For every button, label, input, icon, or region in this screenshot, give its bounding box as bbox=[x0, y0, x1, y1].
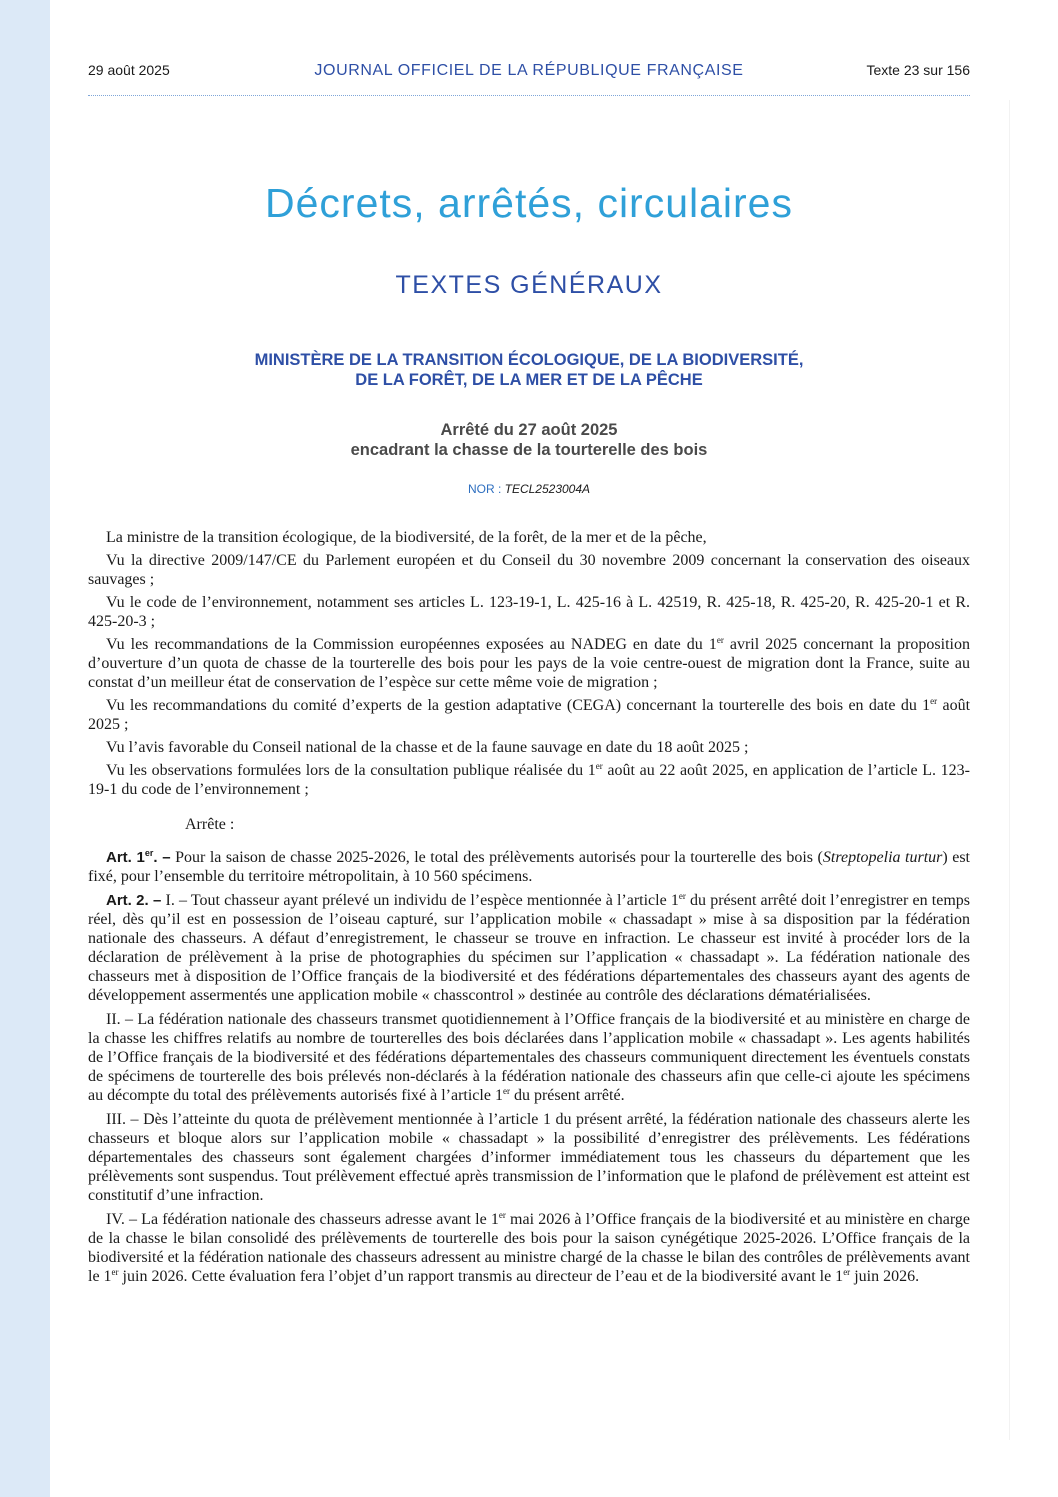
decree-title bbox=[88, 420, 970, 460]
subsection-title: TEXTES GÉNÉRAUX bbox=[395, 271, 663, 299]
preamble-paragraph bbox=[88, 635, 970, 692]
ordinal-superscript: er bbox=[930, 696, 938, 706]
article-1 bbox=[88, 848, 970, 886]
preamble-text: Vu la directive 2009/147/CE du Parlement européen et du Conseil du 30 novembre 2009 concernant la conservation des oiseaux sauvages ; bbox=[88, 552, 970, 588]
preamble-text: La ministre de la transition écologique, de la biodiversité, de la forêt, de la mer et de la pêche, bbox=[106, 529, 707, 546]
ordinal-superscript: er bbox=[716, 635, 724, 645]
species-name: Streptopelia turtur bbox=[822, 849, 943, 866]
arrete-formula: Arrête : bbox=[185, 816, 235, 833]
ordinal-superscript: er bbox=[498, 1210, 506, 1220]
header-divider bbox=[88, 95, 970, 96]
decree-title-line-2: encadrant la chasse de la tourterelle des bois bbox=[350, 441, 708, 459]
ministry-line-2: DE LA FORÊT, DE LA MER ET DE LA PÊCHE bbox=[355, 371, 703, 389]
article-text: mai 2026 à l’Office français de la biodiversité et au ministère en charge de la chasse le bilan consolidé des prélèvements de tourterelle des bois pour la saison cynégétique 2025-2026. L’Office français de la biodiversité et la fédération nationale des chasseurs adressent au ministre chargé de la chasse le bilan des contrôles de prélèvements avant le 1 bbox=[88, 1211, 971, 1285]
article-text: du présent arrêté. bbox=[509, 1087, 625, 1104]
article-2-label: Art. 2. – bbox=[106, 892, 162, 909]
preamble-paragraph bbox=[88, 696, 970, 734]
preamble-text: Vu les recommandations du comité d’experts de la gestion adaptative (CEGA) concernant la tourterelle des bois en date du 1 bbox=[106, 697, 931, 714]
article-text: ) est fixé, pour l’ensemble du territoire métropolitain, à 10 560 spécimens. bbox=[88, 849, 970, 885]
preamble-paragraph bbox=[88, 528, 970, 547]
preamble-text: août au 22 août 2025, en application de l’article L. 123-19-1 du code de l’environnement ; bbox=[88, 762, 970, 798]
preamble-text: Vu les observations formulées lors de la consultation publique réalisée du 1 bbox=[106, 762, 596, 779]
ministry-line-1: MINISTÈRE DE LA TRANSITION ÉCOLOGIQUE, DE LA BIODIVERSITÉ, bbox=[254, 351, 804, 369]
ordinal-superscript: er bbox=[595, 761, 603, 771]
ordinal-superscript: er bbox=[843, 1267, 851, 1277]
ordinal-superscript: er bbox=[502, 1086, 510, 1096]
journal-title: JOURNAL OFFICIEL DE LA RÉPUBLIQUE FRANÇAISE bbox=[314, 62, 744, 79]
article-text: juin 2026. bbox=[850, 1268, 920, 1285]
article-1-label: Art. 1er. – bbox=[106, 848, 171, 866]
preamble-paragraph bbox=[88, 761, 970, 799]
publication-date: 29 août 2025 bbox=[88, 62, 170, 78]
preamble-text: Vu le code de l’environnement, notamment ses articles L. 123-19-1, L. 425-16 à L. 42519, R. 425-18, R. 425-20, R. 425-20-1 et R. 425-20-3 ; bbox=[88, 594, 970, 630]
article-2-section-IV bbox=[88, 1210, 970, 1286]
article-text: II. – La fédération nationale des chasseurs transmet quotidiennement à l’Office français de la biodiversité et au ministère en charge de la chasse les chiffres relatifs au nombre de tourterelles des bois déclarées dans l’application mobile « chassadapt ». Les agents habilités de l’Office français de la biodiversité et des fédérations départementales des chasseurs communiquent directement les éventuels constats de spécimens de tourterelle des bois prélevés non-déclarés à la fédération nationale des chasseurs afin que celle-ci ajoute les spécimens au décompte du total des prélèvements autorisés fixé à l’article 1 bbox=[88, 1011, 970, 1104]
text-counter: Texte 23 sur 156 bbox=[866, 62, 970, 78]
page-header bbox=[88, 62, 970, 86]
article-text: Pour la saison de chasse 2025-2026, le total des prélèvements autorisés pour la tourterelle des bois ( bbox=[170, 849, 823, 866]
decree-body bbox=[88, 528, 970, 1291]
article-2-section-I bbox=[88, 891, 970, 1005]
ordinal-superscript: er bbox=[111, 1267, 119, 1277]
nor-value: TECL2523004A bbox=[504, 482, 591, 496]
preamble-text: août 2025 ; bbox=[88, 697, 971, 733]
nor-reference bbox=[88, 482, 970, 496]
ordinal-superscript: er bbox=[678, 891, 686, 901]
preamble-text: Vu l’avis favorable du Conseil national de la chasse et de la faune sauvage en date du 18 août 2025 ; bbox=[106, 739, 749, 756]
ministry-heading bbox=[88, 350, 970, 390]
article-text: du présent arrêté doit l’enregistrer en temps réel, dès qu’il est en possession de l’oiseau capturé, sur l’application mobile « chassadapt » mise à sa disposition par la fédération nationale des chasseurs. A défaut d’enregistrement, le chasseur se trouve en infraction. Le chasseur est invité à procéder lors de la déclaration de prélèvement à la prise de photographies du spécimen sur l’application « chassadapt ». La fédération nationale des chasseurs met à disposition de l’Office français de la biodiversité et des fédérations départementales des chasseurs ayant des agents de développement assermentés une application mobile « chasscontrol » destinée au contrôle des déclarations dématérialisées. bbox=[88, 892, 970, 1004]
decree-title-line-1: Arrêté du 27 août 2025 bbox=[440, 421, 618, 439]
preamble-paragraph bbox=[88, 593, 970, 631]
article-text: III. – Dès l’atteinte du quota de prélèvement mentionnée à l’article 1 du présent arrêté, la fédération nationale des chasseurs alerte les chasseurs et bloque alors sur l’application mobile « chassadapt » la possibilité d’enregistrer des prélèvements. Les fédérations départementales des chasseurs sont également chargées d’informer immédiatement tous les chasseurs du département que les prélèvements sont suspendus. Tout prélèvement effectué après transmission de l’information que le plafond de prélèvement est atteint est constitutif d’une infraction. bbox=[88, 1111, 970, 1204]
side-margin-band bbox=[0, 0, 50, 1497]
page-edge-line bbox=[1009, 100, 1010, 1440]
article-2-section-II bbox=[88, 1010, 970, 1105]
preamble-paragraph bbox=[88, 738, 970, 757]
preamble-paragraph bbox=[88, 551, 970, 589]
article-text: juin 2026. Cette évaluation fera l’objet d’un rapport transmis au directeur de l’eau et de la biodiversité avant le 1 bbox=[118, 1268, 844, 1285]
preamble-text: avril 2025 concernant la proposition d’ouverture d’un quota de chasse de la tourterelle des bois pour les pays de la voie centre-ouest de migration dont la France, suite au constat d’un meilleur état de conservation de l’espèce sur cette même voie de migration ; bbox=[88, 636, 970, 691]
article-text: IV. – La fédération nationale des chasseurs adresse avant le 1 bbox=[106, 1211, 499, 1228]
section-title: Décrets, arrêtés, circulaires bbox=[265, 180, 793, 226]
article-text: I. – Tout chasseur ayant prélevé un individu de l’espèce mentionnée à l’article 1 bbox=[161, 892, 679, 909]
article-2-section-III bbox=[88, 1110, 970, 1205]
top-margin-band bbox=[50, 0, 1058, 50]
nor-label: NOR : bbox=[467, 482, 505, 496]
preamble-text: Vu les recommandations de la Commission européennes exposées au NADEG en date du 1 bbox=[106, 636, 717, 653]
